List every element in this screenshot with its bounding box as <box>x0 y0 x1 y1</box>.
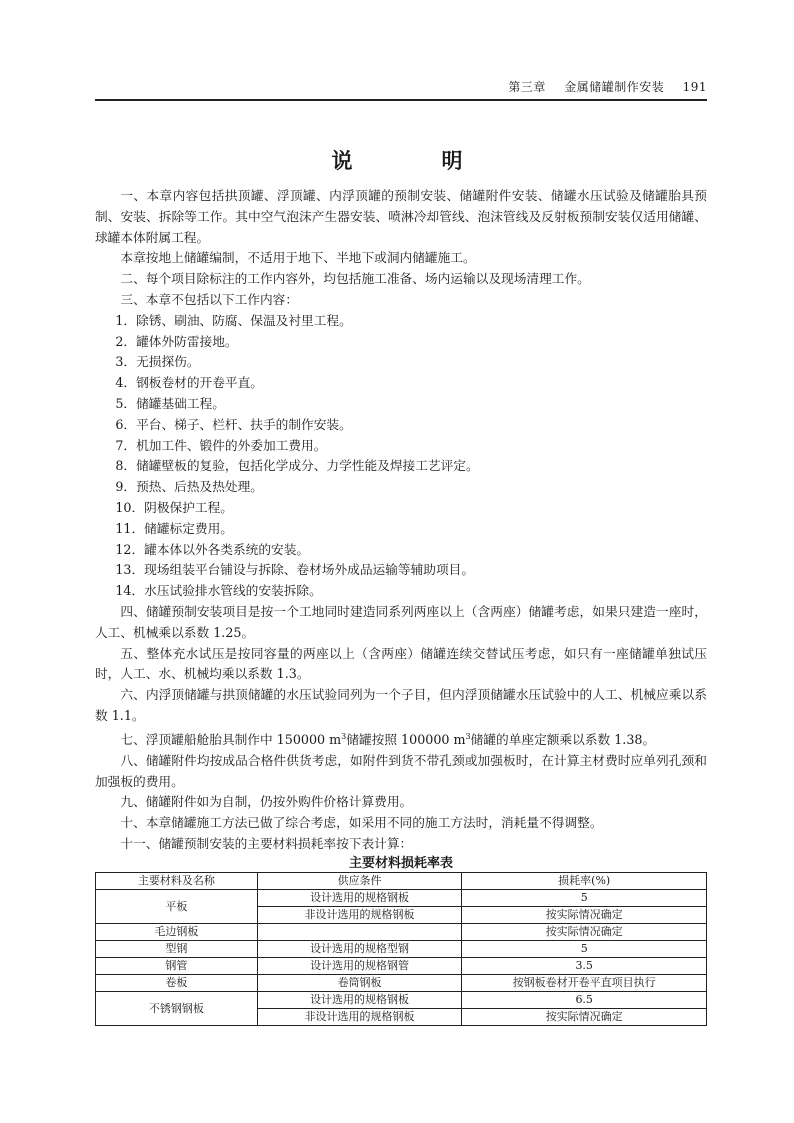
paragraph-7-part-c: 储罐的单座定额乘以系数 1.38。 <box>470 731 656 747</box>
list-item: 10．阴极保护工程。 <box>115 499 233 515</box>
paragraph-4: 四、储罐预制安装项目是按一个工地同时建造同系列两座以上（含两座）储罐考虑，如果只建造一座时，人工、机械乘以系数 1.25。 <box>95 603 707 640</box>
list-item: 14．水压试验排水管线的安装拆除。 <box>115 583 322 599</box>
table-row <box>96 924 707 941</box>
paragraph-7-part-a: 七、浮顶罐船舱胎具制作中 150000 m <box>120 731 342 747</box>
list-item: 5．储罐基础工程。 <box>115 395 225 411</box>
paragraph-10: 十、本章储罐施工方法已做了综合考虑，如采用不同的施工方法时，消耗量不得调整。 <box>120 815 603 831</box>
running-header <box>95 78 707 95</box>
column-header: 主要材料及名称 <box>96 873 258 890</box>
paragraph-9: 九、储罐附件如为自制，仍按外购件价格计算费用。 <box>120 794 413 810</box>
page-title: 说 明 <box>331 148 497 173</box>
condition-cell: 设计选用的规格钢板 <box>257 992 462 1009</box>
table-caption: 主要材料损耗率表 <box>348 856 453 871</box>
material-cell: 平板 <box>96 890 258 924</box>
rate-cell: 6.5 <box>462 992 707 1009</box>
material-cell: 毛边钢板 <box>96 924 258 941</box>
list-item: 7．机加工件、锻件的外委加工费用。 <box>115 437 327 453</box>
paragraph-7 <box>95 727 707 751</box>
table-row <box>96 890 707 907</box>
superscript: 3 <box>341 731 347 741</box>
document-body <box>95 186 707 855</box>
rate-cell: 按实际情况确定 <box>462 1009 707 1026</box>
rate-cell: 5 <box>462 941 707 958</box>
table-row <box>96 992 707 1009</box>
header-rule <box>95 99 707 101</box>
column-header: 损耗率(%) <box>462 873 707 890</box>
rate-cell: 按实际情况确定 <box>462 924 707 941</box>
paragraph-3: 三、本章不包括以下工作内容： <box>120 291 299 307</box>
paragraph-6: 六、内浮顶储罐与拱顶储罐的水压试验同列为一个子目，但内浮顶储罐水压试验中的人工、机械应乘以系数 1.1。 <box>95 687 707 723</box>
condition-cell: 非设计选用的规格钢板 <box>257 907 462 924</box>
table-header-row <box>96 873 707 890</box>
paragraph-2: 二、每个项目除标注的工作内容外，均包括施工准备、场内运输以及现场清理工作。 <box>120 271 590 287</box>
paragraph-1: 一、本章内容包括拱顶罐、浮顶罐、内浮顶罐的预制安装、储罐附件安装、储罐水压试验及储罐胎具预制、安装、拆除等工作。其中空气泡沫产生器安装、喷淋冷却管线、泡沫管线及反射板预制安装仅适用储罐、球罐本体附属工程。 <box>95 188 707 245</box>
condition-cell: 设计选用的规格型钢 <box>257 941 462 958</box>
page-number: 191 <box>682 80 707 94</box>
condition-cell: 卷筒钢板 <box>257 975 462 992</box>
rate-cell: 3.5 <box>462 958 707 975</box>
condition-cell: 设计选用的规格钢板 <box>257 890 462 907</box>
material-cell: 卷板 <box>96 975 258 992</box>
list-item: 3．无损探伤。 <box>115 354 200 370</box>
paragraph-5: 五、整体充水试压是按同容量的两座以上（含两座）储罐连续交替试压考虑，如只有一座储罐单独试压时，人工、水、机械均乘以系数 1.3。 <box>95 645 707 682</box>
list-item: 13．现场组装平台铺设与拆除、卷材场外成品运输等辅助项目。 <box>115 562 475 578</box>
table-row <box>96 958 707 975</box>
paragraph-11: 十一、储罐预制安装的主要材料损耗率按下表计算： <box>120 835 413 851</box>
rate-cell: 5 <box>462 890 707 907</box>
material-loss-table <box>95 872 707 1026</box>
list-item: 1．除锈、刷油、防腐、保温及衬里工程。 <box>115 312 352 328</box>
list-item: 11．储罐标定费用。 <box>115 520 233 536</box>
condition-cell <box>257 924 462 941</box>
table-row <box>96 975 707 992</box>
material-cell: 不锈钢钢板 <box>96 992 258 1026</box>
header-section: 金属储罐制作安装 <box>564 80 665 94</box>
table-row <box>96 941 707 958</box>
list-item: 4．钢板卷材的开卷平直。 <box>115 375 263 391</box>
material-cell: 型钢 <box>96 941 258 958</box>
column-header: 供应条件 <box>257 873 462 890</box>
material-cell: 钢管 <box>96 958 258 975</box>
list-item: 2．罐体外防雷接地。 <box>115 333 238 349</box>
paragraph-7-part-b: 储罐按照 100000 m <box>346 731 466 747</box>
list-item: 12．罐本体以外各类系统的安装。 <box>115 541 310 557</box>
header-chapter: 第三章 <box>508 80 546 94</box>
list-item: 8．储罐壁板的复验，包括化学成分、力学性能及焊接工艺评定。 <box>115 458 479 474</box>
condition-cell: 设计选用的规格钢管 <box>257 958 462 975</box>
paragraph-8: 八、储罐附件均按成品合格件供货考虑，如附件到货不带孔颈或加强板时，在计算主材费时应单列孔颈和加强板的费用。 <box>95 752 707 789</box>
condition-cell: 非设计选用的规格钢板 <box>257 1009 462 1026</box>
list-item: 6．平台、梯子、栏杆、扶手的制作安装。 <box>115 416 352 432</box>
rate-cell: 按钢板卷材开卷平直项目执行 <box>462 975 707 992</box>
paragraph-scope: 本章按地上储罐编制，不适用于地下、半地下或洞内储罐施工。 <box>120 250 476 266</box>
superscript: 3 <box>465 731 471 741</box>
list-item: 9．预热、后热及热处理。 <box>115 479 263 495</box>
rate-cell: 按实际情况确定 <box>462 907 707 924</box>
